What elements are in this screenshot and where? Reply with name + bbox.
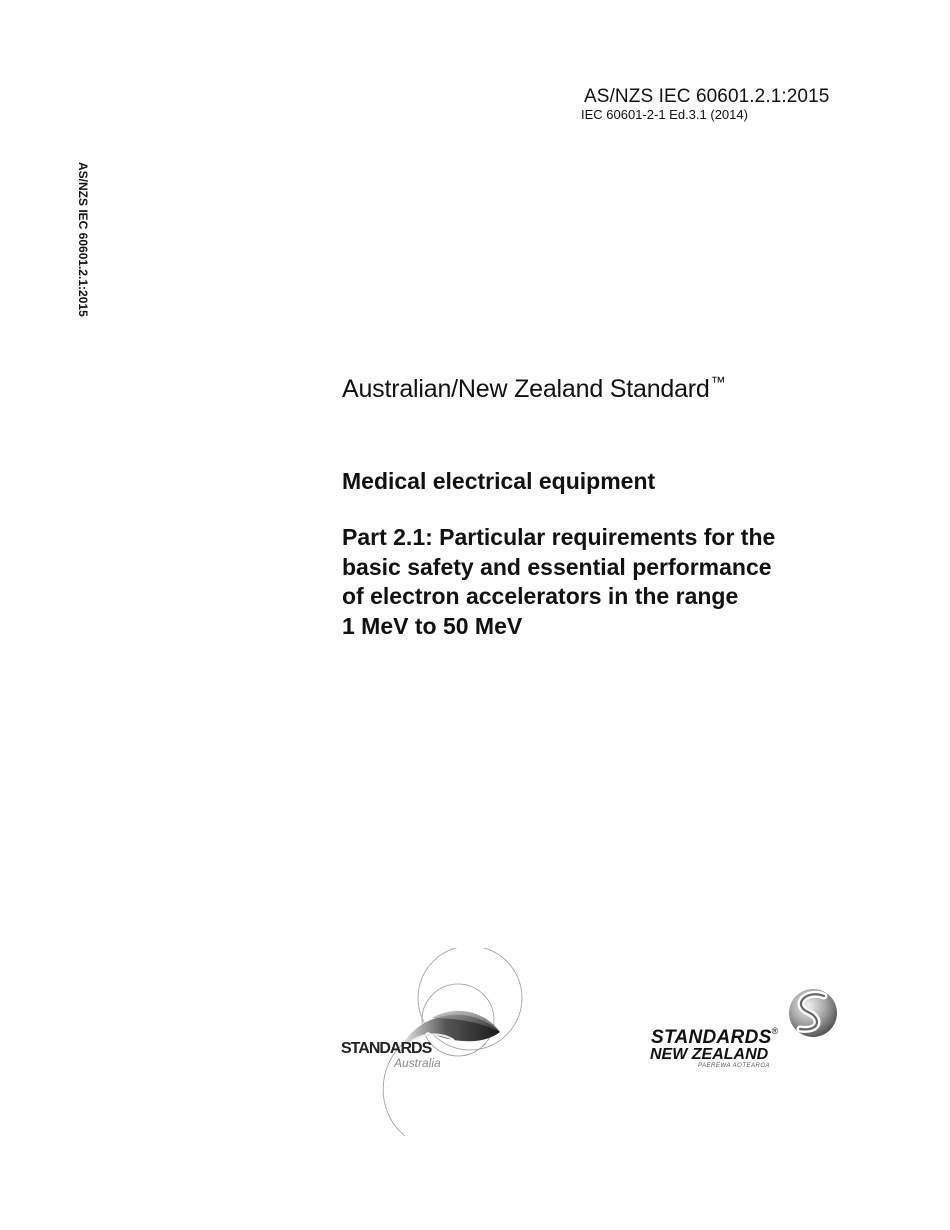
standards-new-zealand-logo bbox=[648, 985, 848, 1075]
document-subtitle bbox=[342, 523, 902, 641]
document-title: Medical electrical equipment bbox=[342, 468, 656, 494]
document-type bbox=[342, 374, 725, 404]
standards-nz-maori-name: PAEREWA AOTEAROA bbox=[698, 1063, 771, 1069]
standards-australia-wordmark: STANDARDS bbox=[341, 1040, 432, 1057]
document-type-text: Australian/New Zealand Standard bbox=[342, 375, 710, 403]
standards-nz-word: STANDARDS bbox=[651, 1027, 772, 1048]
standards-australia-subtext: Australia bbox=[394, 1056, 441, 1070]
iec-reference: IEC 60601-2-1 Ed.3.1 (2014) bbox=[581, 107, 748, 122]
spine-label: AS/NZS IEC 60601.2.1:2015 bbox=[76, 162, 90, 317]
standards-nz-country: NEW ZEALAND bbox=[650, 1046, 769, 1063]
standards-australia-logo bbox=[340, 948, 540, 1138]
standard-number: AS/NZS IEC 60601.2.1:2015 bbox=[584, 86, 830, 107]
subtitle-line: of electron accelerators in the range bbox=[342, 583, 739, 609]
trademark-symbol: ™ bbox=[710, 374, 726, 391]
subtitle-line: basic safety and essential performance bbox=[342, 553, 772, 580]
registered-mark: ® bbox=[771, 1026, 779, 1036]
subtitle-line: 1 MeV to 50 MeV bbox=[342, 612, 523, 639]
subtitle-line: Part 2.1: Particular requirements for the bbox=[342, 524, 776, 550]
